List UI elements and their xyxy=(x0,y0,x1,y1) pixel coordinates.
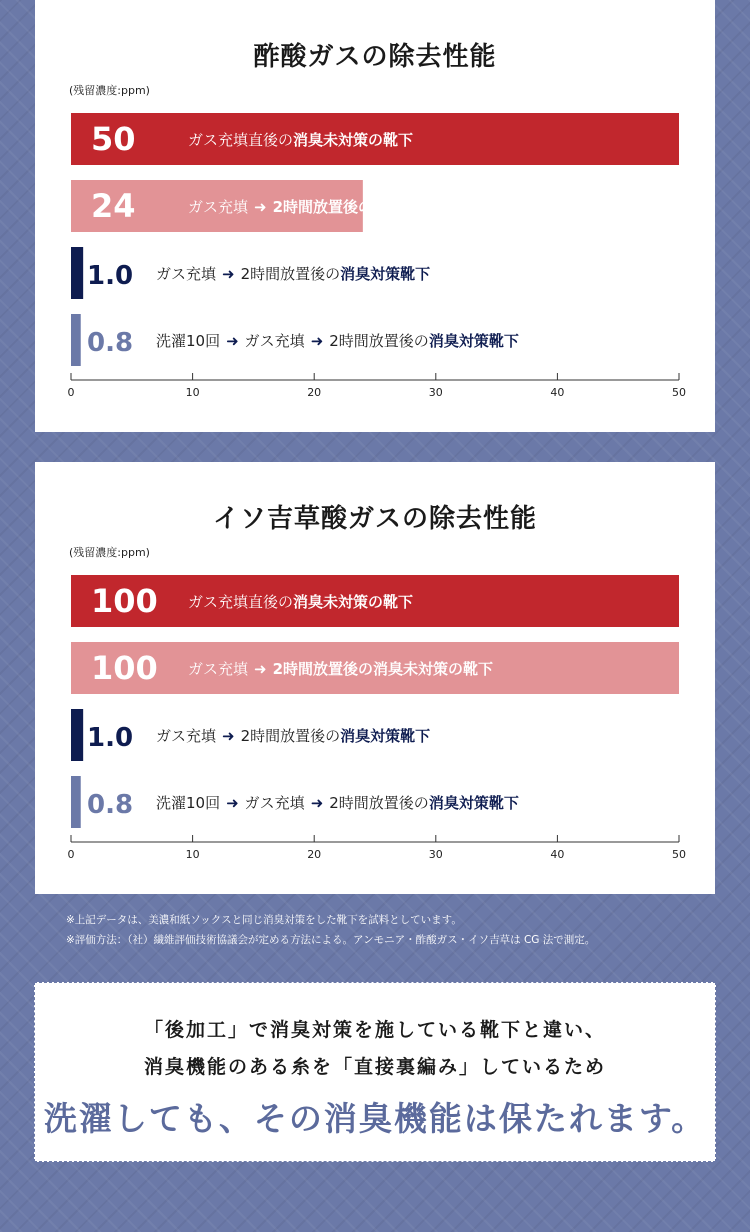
bar-description-segment: 消臭対策靴下 xyxy=(340,727,431,745)
bar-description-segment: 2時間放置後の xyxy=(240,265,341,283)
bar-description-segment: ➜ xyxy=(310,332,324,350)
data-label: 0.8 xyxy=(87,790,134,820)
chart-card-isovaleric xyxy=(35,462,715,894)
unit-label: (残留濃度:ppm) xyxy=(69,546,150,559)
bar-description-segment: ガス充填 xyxy=(156,727,217,745)
bar-description-segment: ガス充填直後の xyxy=(188,131,294,149)
bar-description xyxy=(188,198,493,216)
bar-description xyxy=(188,593,413,611)
bar-description xyxy=(188,131,413,149)
x-tick-label: 10 xyxy=(185,386,200,399)
data-label: 0.8 xyxy=(87,328,134,358)
data-label: 24 xyxy=(91,187,136,225)
bar-description-segment: 2時間放置後の xyxy=(329,794,429,812)
x-tick-label: 50 xyxy=(672,386,686,399)
bar xyxy=(71,776,81,828)
bar xyxy=(71,709,83,761)
bar-description-segment: 消臭対策靴下 xyxy=(428,794,519,812)
bar-description-segment: 2時間放置後の xyxy=(240,727,341,745)
chart-title: イソ吉草酸ガスの除去性能 xyxy=(212,504,537,534)
bar-description-segment: ガス充填 xyxy=(188,660,249,678)
bar-description-segment: ガス充填 xyxy=(188,198,249,216)
message-headline: 洗濯しても、その消臭機能は保たれます。 xyxy=(43,1099,707,1138)
bar xyxy=(71,314,81,366)
x-tick-label: 30 xyxy=(428,386,443,399)
bar-description-segment: ➜ xyxy=(222,727,235,745)
x-tick-label: 0 xyxy=(67,386,75,399)
data-label: 1.0 xyxy=(87,723,134,753)
bar-description xyxy=(156,265,430,283)
x-tick-label: 0 xyxy=(67,848,75,861)
bar-description-segment: ➜ xyxy=(226,794,239,812)
bar-description xyxy=(156,332,519,350)
footnotes xyxy=(66,910,595,950)
x-tick-label: 50 xyxy=(672,848,686,861)
bar-description-segment: 消臭対策靴下 xyxy=(340,265,431,283)
chart-title: 酢酸ガスの除去性能 xyxy=(253,42,497,72)
unit-label: (残留濃度:ppm) xyxy=(69,84,150,97)
bar-description-segment: ➜ xyxy=(254,198,267,216)
x-tick-label: 30 xyxy=(428,848,443,861)
bar-description-segment: ガス充填 xyxy=(244,794,305,812)
data-label: 100 xyxy=(91,582,158,620)
x-tick-label: 10 xyxy=(185,848,200,861)
bar-description-segment: ➜ xyxy=(254,660,267,678)
bar-description-segment: 消臭未対策の靴下 xyxy=(293,593,414,611)
bar xyxy=(71,247,83,299)
bar-description-segment: ➜ xyxy=(310,794,324,812)
chart-card-acetic xyxy=(35,0,715,432)
bar-description-segment: 消臭未対策の靴下 xyxy=(293,131,414,149)
footnote: ※評価方法：（社）繊維評価技術協議会が定める方法による。アンモニア・酢酸ガス・イソ吉草は CG 法で測定。 xyxy=(66,934,596,946)
data-label: 50 xyxy=(91,120,136,158)
bar-description-segment: 洗濯10回 xyxy=(156,794,221,812)
data-label: 100 xyxy=(91,649,158,687)
bar-description-segment: ガス充填 xyxy=(156,265,217,283)
x-tick-label: 20 xyxy=(307,386,322,399)
message-line: 消臭機能のある糸を「直接裏編み」しているため xyxy=(143,1056,606,1078)
x-tick-label: 40 xyxy=(550,848,565,861)
bar-description-segment: ➜ xyxy=(222,265,235,283)
bar-description xyxy=(188,660,493,678)
bar-description-segment: ➜ xyxy=(226,332,239,350)
x-tick-label: 40 xyxy=(550,386,565,399)
data-label: 1.0 xyxy=(87,261,134,291)
message-box xyxy=(34,982,716,1162)
bar-description-segment: 洗濯10回 xyxy=(156,332,221,350)
footnote: ※上記データは、美濃和紙ソックスと同じ消臭対策をした靴下を試料としています。 xyxy=(66,914,462,926)
bar-description-segment: 消臭対策靴下 xyxy=(428,332,519,350)
x-tick-label: 20 xyxy=(307,848,322,861)
message-line: 「後加工」で消臭対策を施している靴下と違い、 xyxy=(143,1019,606,1041)
bar-description-segment: 2時間放置後の xyxy=(329,332,429,350)
bar-description xyxy=(156,794,519,812)
bar-chart-acetic xyxy=(35,0,715,432)
bar-description-segment: 2時間放置後の消臭未対策の靴下 xyxy=(272,660,494,678)
bar-chart-isovaleric xyxy=(35,462,715,894)
bar-description-segment: ガス充填直後の xyxy=(188,593,294,611)
bar-description-segment: ガス充填 xyxy=(244,332,305,350)
bar-description-segment: 2時間放置後の消臭未対策の靴下 xyxy=(272,198,494,216)
bar-description xyxy=(156,727,430,745)
